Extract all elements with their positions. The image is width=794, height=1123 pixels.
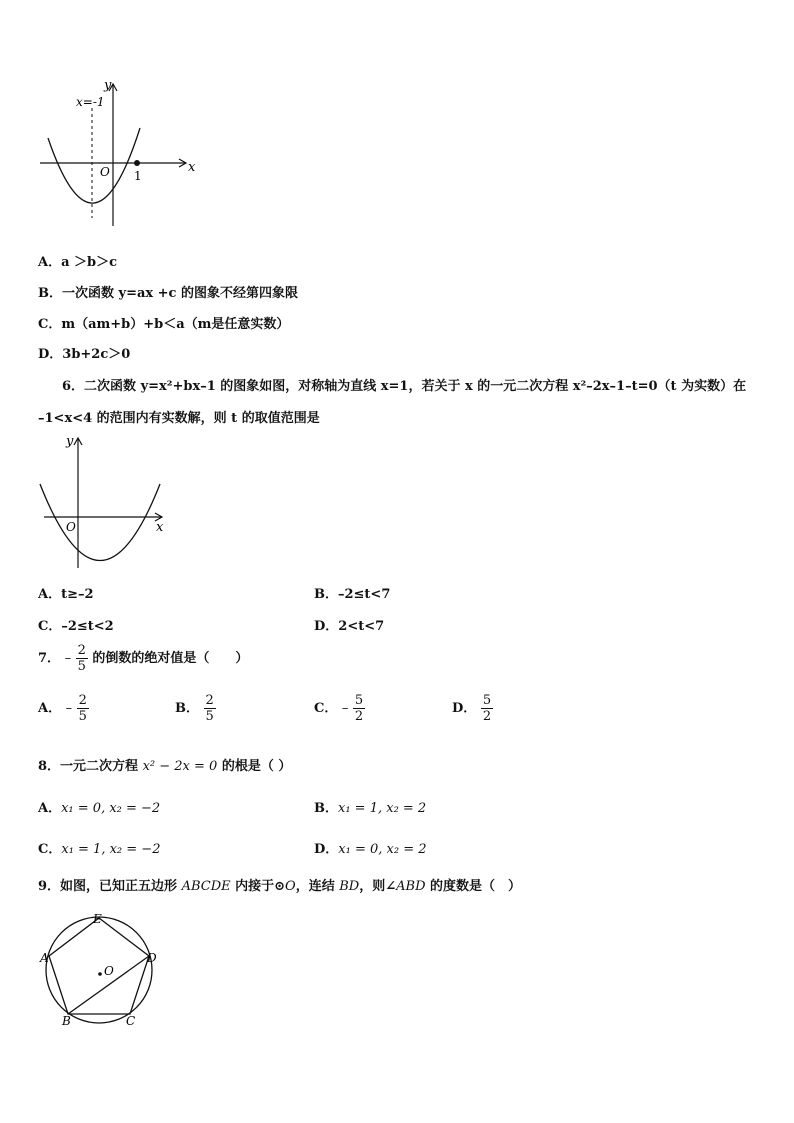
q6-stem-line1: 6．二次函数 y=x²+bx–1 的图象如图，对称轴为直线 x=1，若关于 x 的一元二次方程 x²–2x–1–t=0（t 为实数）在	[62, 379, 747, 394]
q6-option-c: C．–2≤t<2	[38, 619, 114, 634]
q8-option-d	[314, 838, 427, 857]
q7-option-c	[314, 692, 365, 726]
q8-equation: x² − 2x = 0	[142, 759, 218, 774]
q7-option-b-fraction	[204, 693, 216, 724]
q7-option-d-numerator: 5	[482, 693, 492, 708]
q8-option-c-label: C．	[38, 842, 62, 857]
pentagon-circle-figure-q9	[34, 912, 166, 1030]
q9-circle-name: O	[285, 879, 296, 894]
q6-stem-line2: –1<x<4 的范围内有实数解，则 t 的取值范围是	[38, 411, 320, 426]
fig9-label-b: B	[62, 1014, 71, 1028]
fig5-x-label: x	[188, 160, 196, 175]
q7-fraction-denominator: 5	[77, 659, 86, 674]
q7-option-a	[38, 692, 89, 726]
q8-option-a	[38, 797, 160, 816]
fig9-label-d: D	[147, 951, 157, 965]
parabola-curve	[48, 128, 140, 203]
q5-option-d: D．3b+2c＞0	[38, 347, 131, 362]
circumcircle	[46, 917, 152, 1023]
q7-option-c-numerator: 5	[354, 693, 364, 708]
q6-option-b: B．–2≤t<7	[314, 587, 391, 602]
fig5-y-label: y	[104, 78, 112, 93]
q7-option-b	[175, 692, 216, 726]
q5-option-a: A．a ＞b＞c	[38, 255, 118, 270]
q5-option-b: B．一次函数 y=ax +c 的图象不经第四象限	[38, 286, 298, 301]
q7-option-b-label: B．	[175, 701, 199, 716]
q7-option-a-label: A．	[38, 701, 62, 716]
fig6-x-label: x	[156, 520, 164, 535]
q8-option-a-value: x₁ = 0, x₂ = −2	[61, 801, 161, 816]
q9-stem-prefix: 9．如图，已知正五边形	[38, 879, 182, 894]
q7-fraction	[76, 643, 88, 674]
fig6-origin-label: O	[66, 520, 76, 534]
q7-option-a-fraction	[77, 693, 89, 724]
fig9-label-c: C	[126, 1014, 136, 1028]
parabola-figure-q6	[36, 432, 172, 572]
q7-option-d-label: D．	[452, 701, 477, 716]
q8-option-a-label: A．	[38, 801, 62, 816]
q7-minus: –	[64, 651, 72, 666]
parabola-figure-q5	[36, 78, 206, 230]
fig9-label-e: E	[93, 912, 102, 926]
q7-stem	[38, 642, 248, 676]
q8-option-c	[38, 838, 160, 857]
q7-option-b-numerator: 2	[205, 693, 214, 708]
q5-option-c: C．m（am+b）+b＜a（m是任意实数）	[38, 317, 290, 332]
q9-stem-mid1: 内接于⊙	[230, 879, 286, 894]
q8-option-d-label: D．	[314, 842, 339, 857]
q7-option-d-denominator: 2	[482, 709, 492, 724]
q7-option-c-denominator: 2	[354, 709, 364, 724]
fig5-origin-label: O	[100, 165, 110, 179]
q8-option-b	[314, 797, 426, 816]
fig6-y-label: y	[66, 434, 74, 449]
q9-stem	[38, 875, 521, 894]
q7-option-d-fraction	[481, 693, 493, 724]
center-point	[98, 972, 102, 976]
q8-option-b-label: B．	[314, 801, 338, 816]
fig9-label-o: O	[104, 964, 114, 978]
q7-option-c-sign: –	[341, 701, 349, 716]
q7-option-b-denominator: 5	[205, 709, 214, 724]
q9-segment-name: BD	[339, 879, 360, 894]
q7-option-c-label: C．	[314, 701, 338, 716]
q7-number: 7．	[38, 651, 61, 666]
point-one	[134, 160, 140, 166]
q7-option-a-numerator: 2	[78, 693, 87, 708]
q8-option-b-value: x₁ = 1, x₂ = 2	[338, 801, 427, 816]
q8-stem-prefix: 8．一元二次方程	[38, 759, 143, 774]
q7-option-a-denominator: 5	[78, 709, 87, 724]
q6-option-a: A．t≥–2	[38, 587, 94, 602]
q8-stem-suffix: 的根是（ ）	[217, 759, 292, 774]
parabola-curve	[40, 484, 160, 561]
q8-stem	[38, 755, 291, 774]
fig5-axis-line-label: x=-1	[76, 95, 105, 109]
q9-angle-name: ABD	[396, 879, 426, 894]
q9-stem-suffix: 的度数是（ ）	[425, 879, 522, 894]
q9-pentagon-name: ABCDE	[181, 879, 231, 894]
q7-fraction-numerator: 2	[77, 643, 86, 658]
q7-option-d	[452, 692, 493, 726]
q7-stem-tail: 的倒数的绝对值是（ ）	[92, 651, 249, 666]
q9-stem-mid2: ，连结	[295, 879, 340, 894]
fig9-label-a: A	[40, 951, 49, 965]
q8-option-d-value: x₁ = 0, x₂ = 2	[338, 842, 427, 857]
q7-option-c-fraction	[353, 693, 365, 724]
q6-option-d: D．2<t<7	[314, 619, 385, 634]
q7-option-a-sign: –	[65, 701, 73, 716]
q8-option-c-value: x₁ = 1, x₂ = −2	[61, 842, 161, 857]
q9-stem-mid3: ，则∠	[359, 879, 397, 894]
fig5-point-label: 1	[134, 169, 142, 183]
